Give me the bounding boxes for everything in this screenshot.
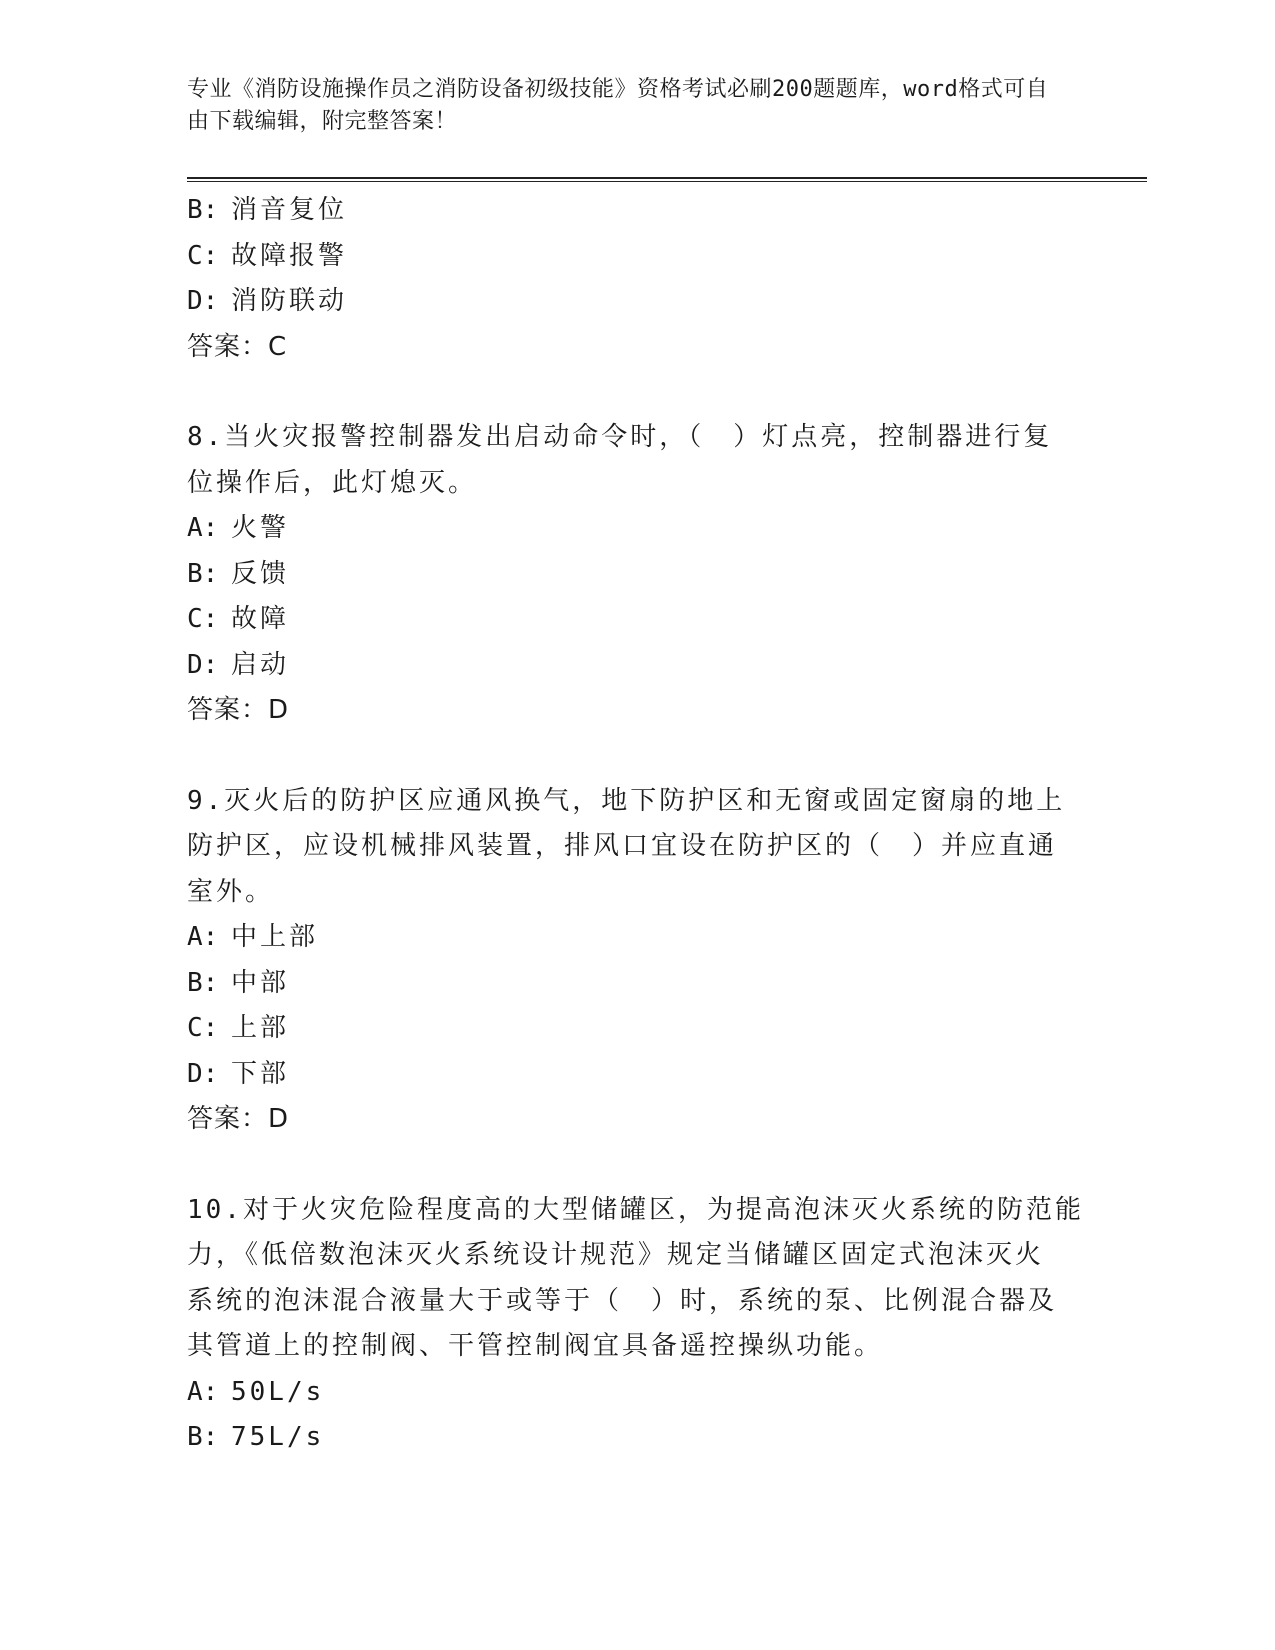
question-text-line: 位操作后，此灯熄灭。 (187, 467, 478, 498)
question-content (187, 188, 1147, 1461)
option-letter: B: (187, 195, 219, 225)
option-letter: A: (187, 513, 219, 543)
question-text-line: 其管道上的控制阀、干管控制阀宜具备遥控操纵功能。 (187, 1331, 884, 1361)
option-text: 75L/s (231, 1422, 325, 1452)
option-letter: D: (187, 649, 219, 680)
option-d (187, 279, 1147, 325)
option-text: 中部 (231, 967, 290, 998)
option-text: 消音复位 (231, 195, 348, 225)
option-text: 消防联动 (231, 286, 348, 316)
option-letter: D: (187, 286, 219, 316)
option-letter: C: (187, 604, 219, 634)
option-b (187, 188, 1147, 234)
question-text-line: 防护区，应设机械排风装置，排风口宜设在防护区的（ ）并应直通 (187, 831, 1058, 861)
question-9 (187, 779, 1147, 1143)
option-text: 中上部 (231, 922, 319, 952)
option-text: 下部 (231, 1058, 290, 1089)
option-c (187, 1006, 1147, 1052)
question-text-line: 10.对于火灾危险程度高的大型储罐区，为提高泡沫灭火系统的防范能 (187, 1194, 1084, 1225)
question-text-line: 力，《低倍数泡沫灭火系统设计规范》规定当储罐区固定式泡沫灭火 (187, 1240, 1045, 1270)
question-text-line: 9.灭火后的防护区应通风换气，地下防护区和无窗或固定窗扇的地上 (187, 785, 1066, 816)
option-letter: B: (187, 967, 219, 998)
option-text: 上部 (231, 1013, 290, 1043)
option-letter: A: (187, 922, 219, 952)
question-7 (187, 188, 1147, 370)
option-d (187, 1052, 1147, 1098)
option-text: 火警 (231, 513, 290, 543)
option-a (187, 506, 1147, 552)
answer: 答案：D (187, 1104, 290, 1134)
option-letter: B: (187, 1422, 219, 1452)
option-letter: B: (187, 558, 219, 589)
option-letter: C: (187, 1013, 219, 1043)
option-b (187, 1415, 1147, 1461)
question-text-line: 8.当火灾报警控制器发出启动命令时，（ ）灯点亮，控制器进行复 (187, 422, 1053, 452)
header-divider (187, 177, 1147, 182)
option-text: 故障 (231, 604, 290, 634)
option-text: 故障报警 (231, 240, 348, 271)
option-letter: C: (187, 240, 219, 271)
option-c (187, 597, 1147, 643)
option-text: 50L/s (231, 1376, 325, 1407)
option-a (187, 1370, 1147, 1416)
option-text: 启动 (231, 649, 290, 680)
question-8 (187, 415, 1147, 734)
answer: 答案：C (187, 331, 288, 362)
question-text-line: 系统的泡沫混合液量大于或等于（ ）时，系统的泵、比例混合器及 (187, 1285, 1058, 1316)
option-c (187, 234, 1147, 280)
option-letter: D: (187, 1058, 219, 1089)
option-b (187, 552, 1147, 598)
question-text-line: 室外。 (187, 876, 275, 907)
option-letter: A: (187, 1376, 219, 1407)
option-text: 反馈 (231, 558, 290, 589)
option-d (187, 643, 1147, 689)
answer: 答案：D (187, 695, 290, 725)
option-b (187, 961, 1147, 1007)
question-10 (187, 1188, 1147, 1461)
option-a (187, 915, 1147, 961)
document-header: 专业《消防设施操作员之消防设备初级技能》资格考试必刷200题题库，word格式可自由下载编辑，附完整答案！ (187, 77, 1049, 134)
